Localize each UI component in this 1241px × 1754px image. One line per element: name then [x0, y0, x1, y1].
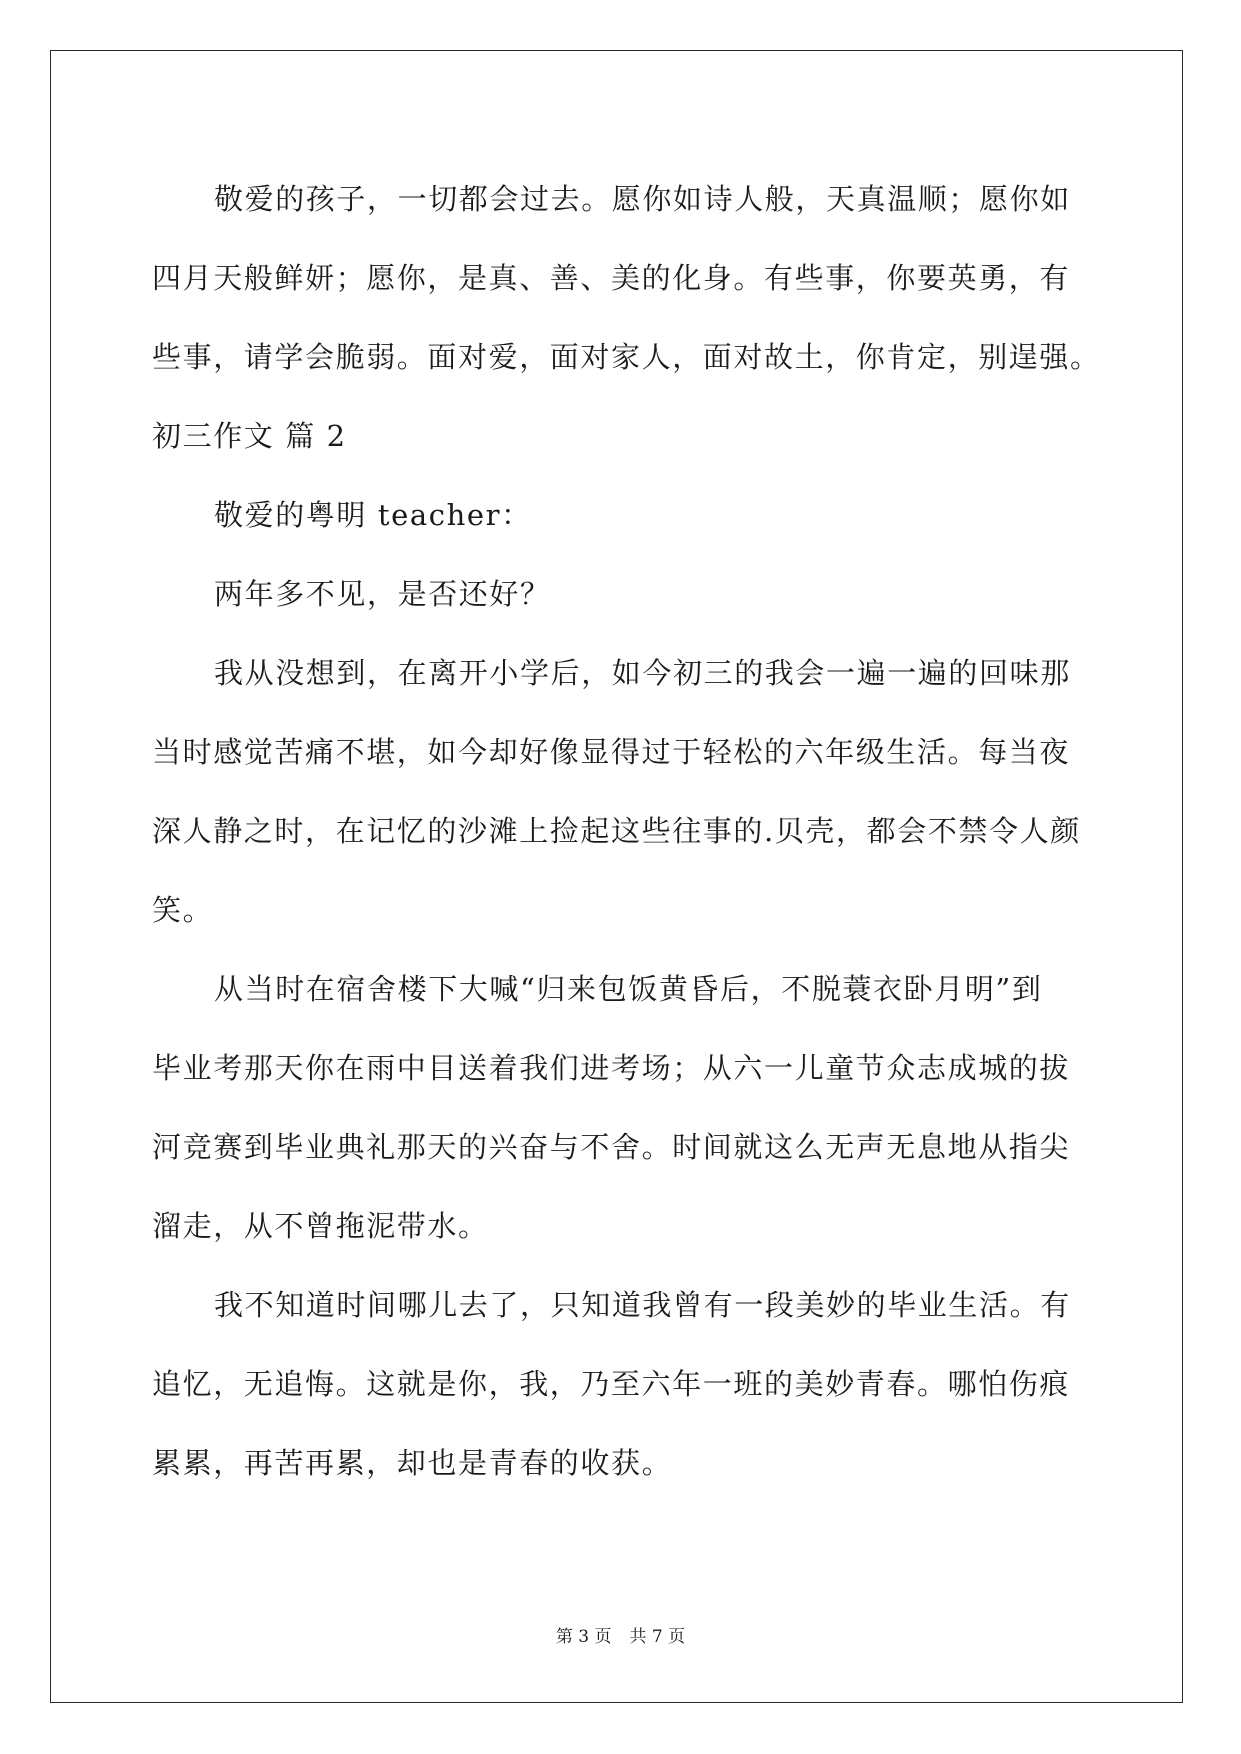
text-line: 我不知道时间哪儿去了，只知道我曾有一段美妙的毕业生活。有: [214, 1288, 1071, 1322]
text-line: 毕业考那天你在雨中目送着我们进考场；从六一儿童节众志成城的拔: [152, 1051, 1071, 1085]
text-line: 当时感觉苦痛不堪，如今却好像显得过于轻松的六年级生活。每当夜: [152, 735, 1071, 769]
text-line: 四月天般鲜妍；愿你，是真、善、美的化身。有些事，你要英勇，有: [152, 261, 1071, 295]
section-heading: 初三作文 篇 2: [152, 419, 347, 453]
text-line: 些事，请学会脆弱。面对爱，面对家人，面对故土，你肯定，别逞强。: [152, 340, 1101, 374]
page-footer: [0, 1622, 1241, 1647]
text-line: 我从没想到，在离开小学后，如今初三的我会一遍一遍的回味那: [214, 656, 1071, 690]
text-line: 溜走，从不曾拖泥带水。: [152, 1209, 489, 1243]
text-line: 笑。: [152, 893, 214, 927]
text-line: 河竞赛到毕业典礼那天的兴奋与不舍。时间就这么无声无息地从指尖: [152, 1130, 1071, 1164]
text-line: 深人静之时，在记忆的沙滩上捡起这些往事的.贝壳，都会不禁令人颜: [152, 814, 1081, 848]
document-body: [152, 160, 1101, 1503]
text-line: 敬爱的孩子，一切都会过去。愿你如诗人般，天真温顺；愿你如: [214, 182, 1071, 216]
text-line: 追忆，无追悔。这就是你，我，乃至六年一班的美妙青春。哪怕伤痕: [152, 1367, 1071, 1401]
text-line: 两年多不见，是否还好？: [214, 577, 551, 611]
text-line: 累累，再苦再累，却也是青春的收获。: [152, 1446, 673, 1480]
page-total: 共 7 页: [629, 1627, 686, 1647]
text-line: 从当时在宿舍楼下大喊“归来包饭黄昏后，不脱蓑衣卧月明”到: [214, 972, 1043, 1006]
page-number: 第 3 页: [555, 1627, 612, 1647]
salutation: 敬爱的粤明 teacher：: [214, 498, 532, 532]
